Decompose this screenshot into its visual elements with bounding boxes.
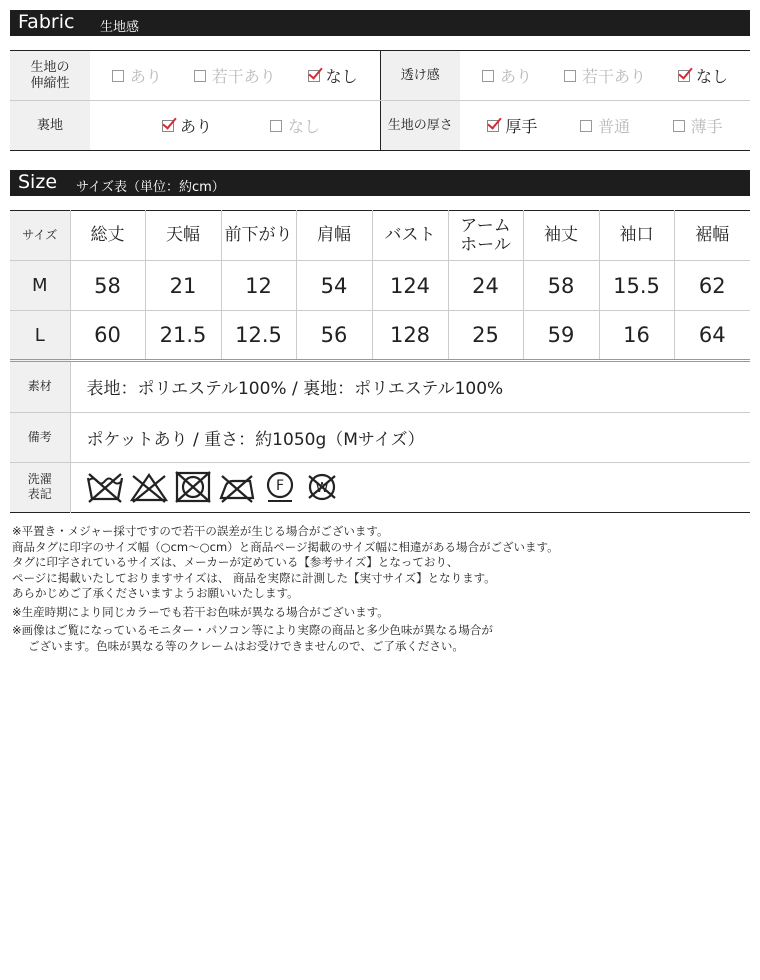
wash-icons — [70, 462, 750, 512]
sheer-option-yes — [482, 64, 532, 87]
option-label: なし — [695, 67, 728, 86]
col-shoulder: 肩幅 — [296, 211, 372, 261]
svg-text:F: F — [275, 478, 284, 494]
option-label: あり — [129, 67, 162, 86]
armhole-line1: アーム — [460, 215, 511, 236]
wash-label-line1: 洗濯 — [27, 472, 52, 486]
material-label: 素材 — [10, 362, 70, 412]
wash-label — [10, 462, 70, 512]
stretch-option-none — [308, 64, 358, 87]
option-label: なし — [288, 117, 321, 136]
fabric-table — [10, 50, 750, 151]
lining-options — [90, 101, 380, 151]
sheer-label: 透け感 — [380, 51, 460, 101]
stretch-options — [90, 51, 380, 101]
col-hem-width: 裾幅 — [674, 211, 750, 261]
fabric-title-jp: 生地感 — [100, 20, 140, 35]
remarks-label: 備考 — [10, 412, 70, 462]
option-label: なし — [325, 67, 358, 86]
lining-option-none — [270, 114, 320, 137]
info-table — [10, 362, 750, 513]
size-title-en: Size — [18, 171, 58, 193]
size-cell: M — [10, 261, 70, 311]
col-front-drop: 前下がり — [221, 211, 296, 261]
dry-clean-f-icon — [261, 470, 299, 504]
note-line: タグに印字されているサイズは、メーカーが定めている【参考サイズ】となっており、 — [12, 555, 459, 569]
checkbox-icon — [482, 70, 494, 82]
stretch-label-line1: 生地の — [30, 59, 70, 75]
thickness-options — [460, 101, 750, 151]
lining-label: 裏地 — [10, 101, 90, 151]
size-cell: L — [10, 311, 70, 361]
option-label: 厚手 — [505, 117, 538, 136]
svg-text:W: W — [315, 481, 328, 496]
table-cell: 21 — [145, 261, 221, 311]
no-iron-icon — [217, 470, 257, 504]
table-cell: 58 — [70, 261, 145, 311]
col-cuff: 袖口 — [599, 211, 674, 261]
no-wet-clean-icon — [303, 470, 341, 504]
lining-option-yes — [162, 114, 212, 137]
table-row — [10, 261, 750, 311]
checkbox-icon — [194, 70, 206, 82]
checked-checkbox-icon — [308, 70, 320, 82]
option-label: あり — [499, 67, 532, 86]
table-cell: 124 — [372, 261, 448, 311]
checkbox-icon — [673, 120, 685, 132]
checkbox-icon — [270, 120, 282, 132]
table-cell: 24 — [448, 261, 523, 311]
material-value: 表地：ポリエステル100% / 裏地：ポリエステル100% — [70, 362, 750, 412]
option-label: 普通 — [597, 117, 630, 136]
table-cell: 64 — [674, 311, 750, 361]
size-col-header: サイズ — [10, 211, 70, 261]
note-line: ページに掲載いたしておりますサイズは、 商品を実際に計測した【実寸サイズ】となります。 — [12, 570, 496, 585]
table-cell: 56 — [296, 311, 372, 361]
table-cell: 60 — [70, 311, 145, 361]
checked-checkbox-icon — [487, 120, 499, 132]
note-line: ございます。色味が異なる等のクレームはお受けできませんので、ご了承ください。 — [28, 638, 464, 653]
size-title-jp: サイズ表（単位：約cm） — [76, 180, 225, 195]
no-wash-icon — [85, 470, 125, 504]
table-cell: 128 — [372, 311, 448, 361]
option-label: 若干あり — [211, 67, 276, 86]
checkbox-icon — [564, 70, 576, 82]
notes — [12, 524, 748, 654]
table-cell: 59 — [523, 311, 599, 361]
col-armhole — [448, 211, 523, 261]
size-header-row — [10, 211, 750, 261]
sheer-option-none — [678, 64, 728, 87]
sheer-options — [460, 51, 750, 101]
table-cell: 12.5 — [221, 311, 296, 361]
size-table — [10, 210, 750, 362]
table-cell: 16 — [599, 311, 674, 361]
table-cell: 58 — [523, 261, 599, 311]
stretch-label — [10, 51, 90, 101]
checked-checkbox-icon — [678, 70, 690, 82]
stretch-option-yes — [112, 64, 162, 87]
checkbox-icon — [580, 120, 592, 132]
col-sleeve-length: 袖丈 — [523, 211, 599, 261]
sheer-option-slight — [564, 64, 646, 87]
note-line: ※生産時期により同じカラーでも若干お色味が異なる場合がございます。 — [12, 604, 389, 619]
fabric-title-en: Fabric — [18, 11, 75, 33]
no-tumble-dry-icon — [173, 470, 213, 504]
remarks-value: ポケットあり / 重さ：約1050g（Mサイズ） — [70, 412, 750, 462]
thickness-option-normal — [580, 114, 630, 137]
stretch-label-line2: 伸縮性 — [30, 75, 70, 91]
table-cell: 15.5 — [599, 261, 674, 311]
no-bleach-icon — [129, 470, 169, 504]
thickness-option-thin — [673, 114, 723, 137]
note-line: ※平置き・メジャー採寸ですので若干の誤差が生じる場合がございます。 — [12, 524, 389, 538]
thickness-option-thick — [487, 114, 537, 137]
wash-label-line2: 表記 — [27, 487, 52, 501]
thickness-label: 生地の厚さ — [380, 101, 460, 151]
option-label: あり — [180, 117, 213, 136]
table-cell: 21.5 — [145, 311, 221, 361]
option-label: 若干あり — [581, 67, 646, 86]
table-row — [10, 311, 750, 361]
col-bust: バスト — [372, 211, 448, 261]
table-cell: 12 — [221, 261, 296, 311]
note-line: あらかじめご了承くださいますようお願いいたします。 — [12, 586, 299, 600]
table-cell: 25 — [448, 311, 523, 361]
col-total-length: 総丈 — [70, 211, 145, 261]
note-line: ※画像はご覧になっているモニター・パソコン等により実際の商品と多少色味が異なる場合が — [12, 623, 493, 637]
col-top-width: 天幅 — [145, 211, 221, 261]
size-header — [10, 170, 750, 196]
armhole-line2: ホール — [460, 234, 511, 255]
option-label: 薄手 — [690, 117, 723, 136]
fabric-header — [10, 10, 750, 36]
stretch-option-slight — [194, 64, 276, 87]
checked-checkbox-icon — [162, 120, 174, 132]
table-cell: 54 — [296, 261, 372, 311]
table-cell: 62 — [674, 261, 750, 311]
note-line: 商品タグに印字のサイズ幅（○cm～○cm）と商品ページ掲載のサイズ幅に相違がある場合がございます。 — [12, 539, 559, 554]
checkbox-icon — [112, 70, 124, 82]
